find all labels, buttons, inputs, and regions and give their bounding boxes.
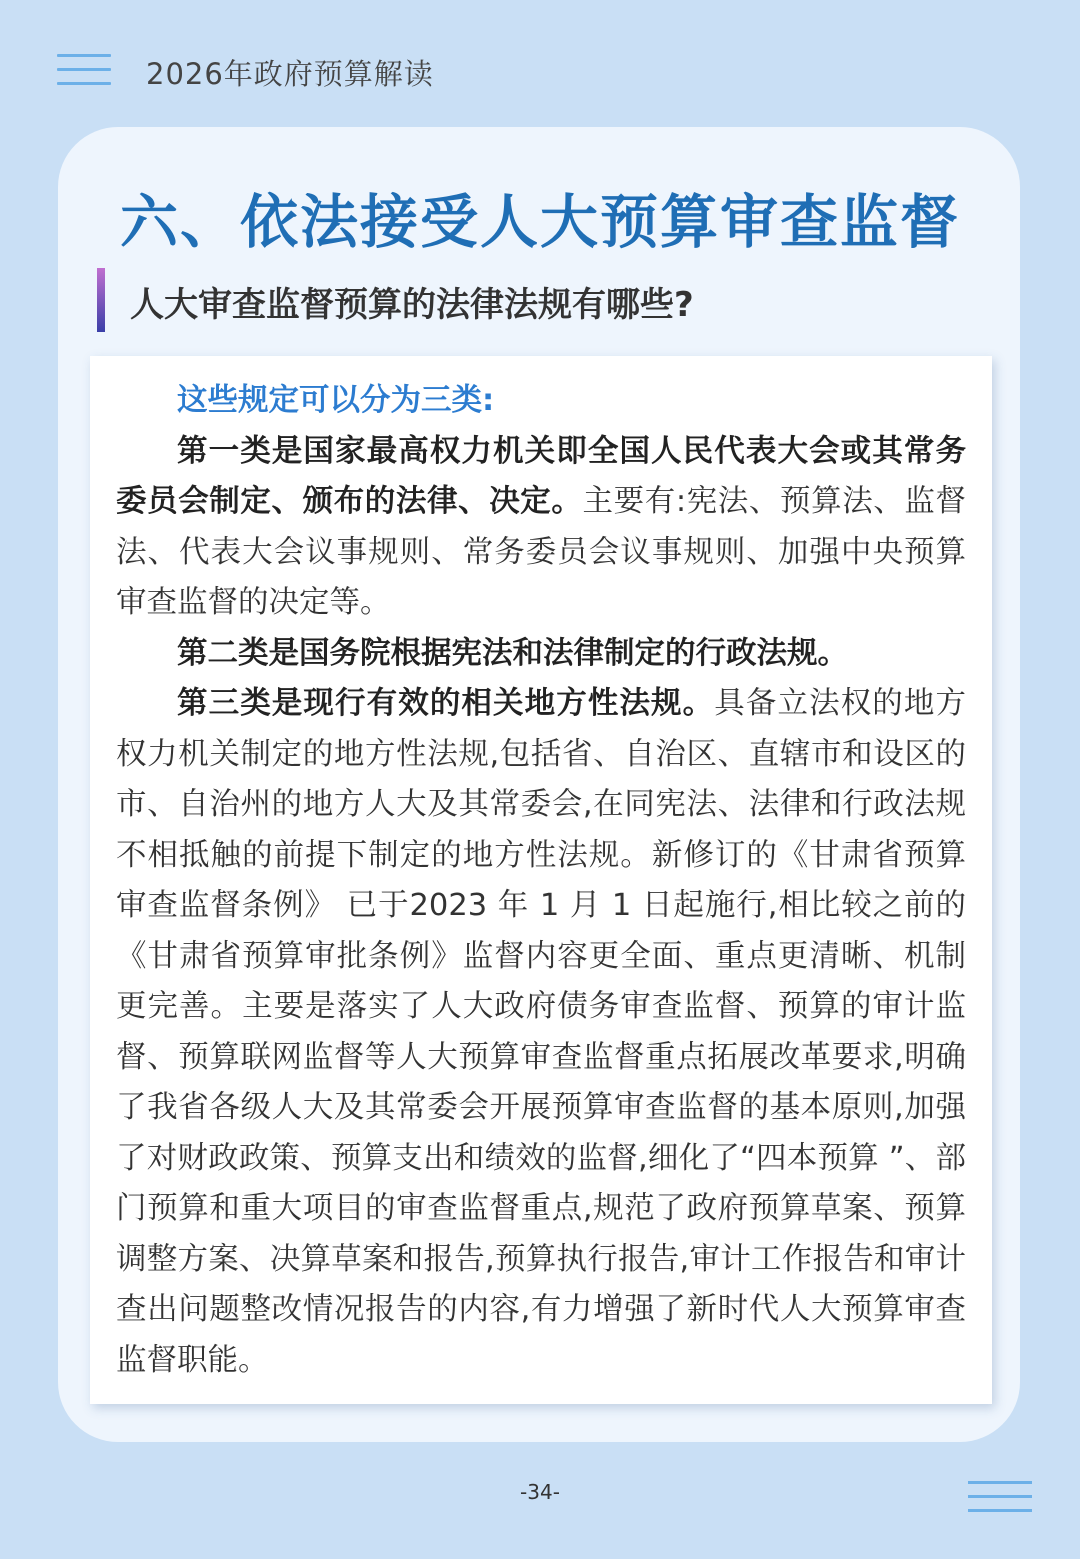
header-title: 2026年政府预算解读 (146, 57, 434, 91)
paragraph-1-text: 主要有:宪法、预算法、监督法、代表大会议事规则、常务委员会议事规则、加强中央预算审查监督的决定等。 (116, 484, 966, 620)
paragraph-1 (116, 427, 966, 629)
decorative-lines-icon (968, 1481, 1032, 1523)
text-box (90, 356, 992, 1404)
paragraph-2-bold: 第二类是国务院根据宪法和法律制定的行政法规。 (177, 635, 848, 671)
menu-lines-icon (57, 54, 111, 96)
paragraph-2 (116, 629, 966, 680)
question-heading: 人大审查监督预算的法律法规有哪些? (130, 285, 694, 325)
intro-line: 这些规定可以分为三类: (177, 383, 495, 418)
paragraph-3-text: 具备立法权的地方权力机关制定的地方性法规,包括省、自治区、直辖市和设区的市、自治州的地方人大及其常委会,在同宪法、法律和行政法规不相抵触的前提下制定的地方性法规。新修订的《甘肃省预算审查监督条例》 已于2023 年 1 月 1 日起施行,相比较之前的《甘肃省预算审批条例》监督内容更全面、重点更清晰、机制更完善。主要是落实了人大政府债务审查监督、预算的审计监督、预算联网监督等人大预算审查监督重点拓展改革要求,明确了我省各级人大及其常委会开展预算审查监督的基本原则,加强了对财政政策、预算支出和绩效的监督,细化了“四本预算 ”、部门预算和重大项目的审查监督重点,规范了政府预算草案、预算调整方案、决算草案和报告,预算执行报告,审计工作报告和审计查出问题整改情况报告的内容,有力增强了新时代人大预算审查监督职能。 (116, 686, 967, 1378)
question-accent-bar (97, 268, 105, 332)
body-text (116, 376, 966, 1386)
paragraph-3 (116, 679, 966, 1386)
paragraph-3-bold: 第三类是现行有效的相关地方性法规。 (177, 686, 715, 721)
section-title: 六、依法接受人大预算审查监督 (119, 188, 960, 256)
paragraph-1-bold: 第一类是国家最高权力机关即全国人民代表大会或其常务委员会制定、颁布的法律、决定。 (116, 433, 966, 519)
page-number: -34- (520, 1480, 560, 1504)
